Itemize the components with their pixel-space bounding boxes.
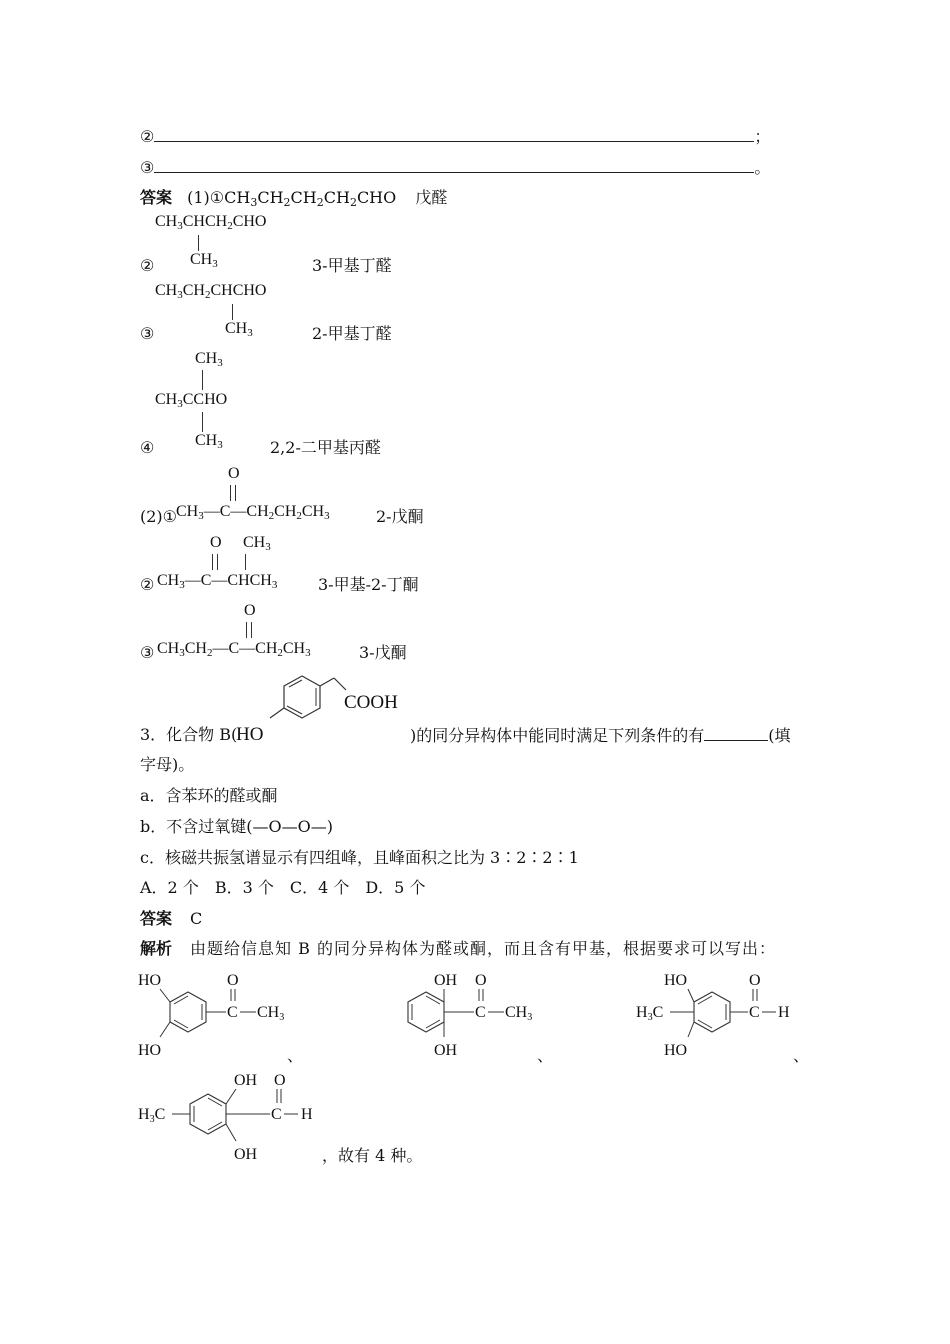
svg-text:H3C: H3C (138, 1106, 166, 1125)
cooh-label: COOH (344, 692, 398, 713)
svg-text:C: C (475, 1004, 486, 1021)
isomer-structure-3 (636, 965, 801, 1065)
svg-text:H: H (301, 1106, 313, 1123)
answer-label: 答案 (140, 909, 173, 928)
svg-text:HO: HO (138, 1042, 162, 1059)
separator: 、 (793, 1046, 810, 1065)
svg-text:OH: OH (434, 972, 458, 989)
compound-name: 戊醛 (415, 188, 448, 207)
svg-text:H3C: H3C (636, 1004, 664, 1023)
answer-value: C (190, 909, 203, 928)
item-3-number: ③ (140, 324, 155, 343)
compound-name: 3-戊酮 (359, 643, 407, 662)
isomer-structure-1 (138, 965, 298, 1065)
svg-text:C: C (749, 1004, 760, 1021)
answer-blank (154, 157, 754, 173)
svg-text:O: O (274, 1072, 286, 1089)
structure-3-pentanone: O $CH_3CH_2—C—CH_2CH_3$ (157, 602, 311, 659)
svg-text:OH: OH (434, 1042, 458, 1059)
separator: 、 (537, 1046, 554, 1065)
question3-text: )的同分异构体中能同时满足下列条件的有 (填 (410, 726, 791, 745)
separator: 、 (287, 1046, 304, 1065)
answer-blank (154, 126, 754, 142)
svg-text:OH: OH (234, 1146, 258, 1163)
ketone-3-number: ③ (140, 643, 155, 662)
svg-text:H: H (778, 1004, 790, 1021)
question3-line2: 字母)。 (140, 755, 195, 774)
svg-text:HO: HO (664, 972, 688, 989)
analysis-line: 解析 由题给信息知 B 的同分异构体为醛或酮，而且含有甲基，根据要求可以写出： (140, 939, 776, 958)
condition-c: c．核磁共振氢谱显示有四组峰，且峰面积之比为 3∶2∶2∶1 (140, 848, 579, 867)
svg-text:C: C (271, 1106, 282, 1123)
compound-name: 2,2-二甲基丙醛 (270, 438, 381, 457)
condition-a: a．含苯环的醛或酮 (140, 786, 278, 805)
svg-text:C: C (227, 1004, 238, 1021)
svg-text:HO: HO (138, 972, 162, 989)
item-4-number: ④ (140, 438, 155, 457)
answer-label: 答案 (140, 188, 173, 207)
compound-name: 2-甲基丁醛 (312, 324, 392, 343)
svg-text:O: O (227, 972, 239, 989)
answer-blank (704, 725, 768, 741)
svg-text:HO: HO (664, 1042, 688, 1059)
compound-b-structure (232, 668, 417, 748)
isomer-structure-2 (388, 965, 548, 1065)
svg-text:CH3: CH3 (257, 1004, 285, 1023)
analysis-label: 解析 (140, 939, 173, 958)
compound-name: 2-戊酮 (376, 507, 424, 526)
ketone-2-number: ② (140, 575, 155, 594)
ho-label: HO (236, 724, 264, 745)
blank-line-3: ③ 。 (140, 158, 771, 177)
structure-2-pentanone: O $CH_3—C—CH_2CH_2CH_3$ (176, 465, 330, 522)
compound-name: 3-甲基丁醛 (312, 256, 392, 275)
ketone-1-number: (2)① (140, 507, 178, 526)
item-number: ③ (140, 158, 155, 177)
item-2-number: ② (140, 256, 155, 275)
condition-b: b．不含过氧键(—O—O—) (140, 817, 333, 836)
blank-line-2: ② ； (140, 127, 771, 146)
svg-text:O: O (749, 972, 761, 989)
svg-text:CH3: CH3 (505, 1004, 533, 1023)
structure-2-methylbutanal: $CH_3CH_2CHCHO$ $CH_3$ (155, 282, 267, 339)
compound-name: 3-甲基-2-丁酮 (318, 575, 419, 594)
analysis-ending: ，故有 4 种。 (322, 1146, 423, 1165)
isomer-structure-4 (138, 1067, 328, 1167)
options: A．2 个 B．3 个 C．4 个 D．5 个 (140, 878, 426, 897)
question3-prefix: 3．化合物 B( (140, 725, 238, 744)
svg-text:OH: OH (234, 1072, 258, 1089)
svg-text:O: O (475, 972, 487, 989)
structure-3-methylbutanal: $CH_3CHCH_2CHO$ $CH_3$ (155, 213, 267, 270)
answer1-line: 答案 $(1)①CH_3CH_2CH_2CH_2CHO$ 戊醛 (140, 188, 448, 209)
structure-dimethylpropanal: $CH_3$ $CH_3CCHO$ $CH_3$ (155, 350, 228, 451)
structure-3-methyl-2-butanone: O $CH_3$ $CH_3—C—CHCH_3$ (157, 534, 278, 591)
answer3-line (140, 909, 202, 929)
item-number: ② (140, 127, 155, 146)
